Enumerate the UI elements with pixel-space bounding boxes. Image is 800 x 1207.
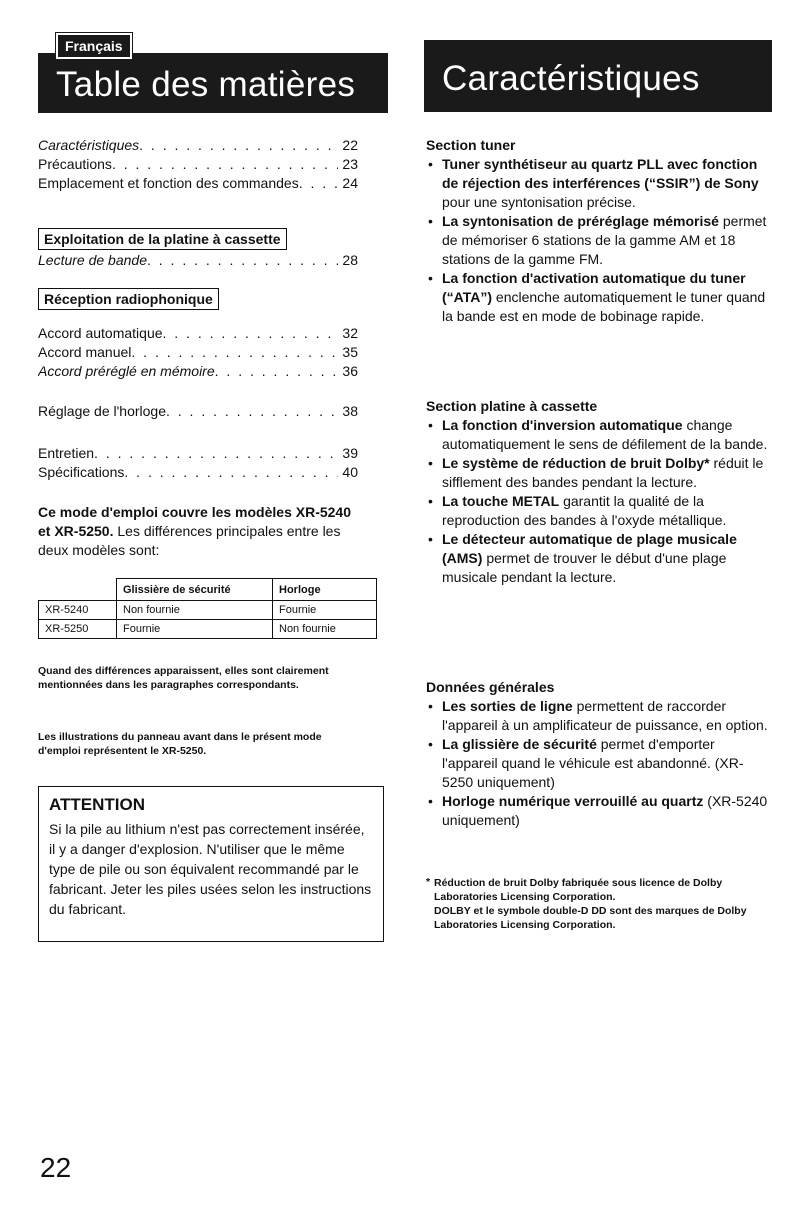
- models-table-header-row: [39, 579, 377, 601]
- section-cassette: [426, 397, 771, 587]
- models-intro-text: Les différences principales entre les deux modèles sont:: [38, 523, 341, 558]
- features-heading-banner: [424, 40, 772, 112]
- toc-heading-banner: [38, 53, 388, 113]
- radio-section-heading: Réception radiophonique: [38, 288, 219, 310]
- table-cell-model: XR-5240: [39, 601, 117, 620]
- section-general-title: Données générales: [426, 679, 555, 695]
- attention-box: [38, 786, 384, 942]
- feature-name: La fonction d'inversion automatique: [442, 417, 683, 433]
- toc-leader-dots: [215, 362, 339, 381]
- toc-entry: [38, 136, 358, 155]
- section-tuner-title: Section tuner: [426, 137, 516, 153]
- feature-bullet: [426, 155, 771, 212]
- table-cell-slide: Non fournie: [117, 601, 273, 620]
- feature-bullet: [426, 454, 771, 492]
- feature-name: Les sorties de ligne: [442, 698, 573, 714]
- models-intro: [38, 503, 358, 560]
- features-heading: Caractéristiques: [442, 59, 700, 98]
- toc-entry-label: Accord manuel: [38, 344, 132, 360]
- language-badge: Français: [56, 33, 132, 59]
- toc-list-top: [38, 136, 358, 193]
- toc-entry-page: 22: [342, 137, 358, 153]
- toc-entry-label: Entretien: [38, 445, 95, 461]
- toc-entry: [38, 463, 358, 482]
- toc-leader-dots: [112, 155, 338, 174]
- toc-entry-page: 24: [342, 175, 358, 191]
- toc-leader-dots: [131, 343, 338, 362]
- toc-entry: [38, 324, 358, 343]
- toc-entry: [38, 251, 358, 270]
- feature-name: Le système de réduction de bruit Dolby*: [442, 455, 710, 471]
- table-row: [39, 620, 377, 639]
- toc-entry-label: Emplacement et fonction des commandes: [38, 175, 299, 191]
- section-cassette-title: Section platine à cassette: [426, 398, 598, 414]
- feature-description: permettent de raccorder l'appareil à un amplificateur de puissance, en option.: [442, 698, 768, 733]
- feature-name: La syntonisation de préréglage mémorisé: [442, 213, 719, 229]
- section-general: [426, 678, 771, 830]
- feature-name: La glissière de sécurité: [442, 736, 597, 752]
- toc-entry-label: Lecture de bande: [38, 252, 147, 268]
- feature-bullet: [426, 530, 771, 587]
- attention-body: Si la pile au lithium n'est pas correctement insérée, il y a danger d'explosion. N'utiliser que le même type de pile ou son équivalent recommandé par le fabricant. Jeter les piles usées selon les instructions du fabricant.: [49, 821, 372, 917]
- toc-entry-page: 28: [342, 252, 358, 268]
- dolby-footnote: [426, 876, 771, 932]
- toc-entry-label: Précautions: [38, 156, 112, 172]
- toc-entry: [38, 402, 358, 421]
- note-differences: Quand des différences apparaissent, elles sont clairement mentionnées dans les paragraphes correspondants.: [38, 665, 329, 691]
- feature-bullet: [426, 269, 771, 326]
- feature-description: enclenche automatiquement le tuner quand la bande est en mode de bobinage rapide.: [442, 289, 766, 324]
- table-row: [39, 601, 377, 620]
- toc-entry: [38, 343, 358, 362]
- toc-entry-page: 38: [342, 403, 358, 419]
- feature-bullet: [426, 212, 771, 269]
- cassette-section-heading: Exploitation de la platine à cassette: [38, 228, 287, 250]
- feature-name: La fonction d'activation automatique du tuner (“ATA”): [442, 270, 746, 305]
- models-intro-bold: Ce mode d'emploi couvre les modèles XR-5240 et XR-5250.: [38, 504, 351, 539]
- toc-entry-page: 36: [342, 363, 358, 379]
- feature-description: pour une syntonisation précise.: [442, 194, 636, 210]
- toc-list-clock: [38, 402, 358, 421]
- table-cell-clock: Non fournie: [273, 620, 377, 639]
- feature-description: permet de trouver le début d'une plage musicale pendant la lecture.: [442, 550, 727, 585]
- note-illustrations: Les illustrations du panneau avant dans le présent mode d'emploi représentent le XR-5250.: [38, 731, 322, 757]
- table-header-slide: Glissière de sécurité: [117, 579, 273, 601]
- feature-name: La touche METAL: [442, 493, 560, 509]
- table-cell-model: XR-5250: [39, 620, 117, 639]
- feature-description: garantit la qualité de la reproduction des bandes à l'oxyde métallique.: [442, 493, 727, 528]
- table-corner: [39, 579, 117, 601]
- feature-bullet: [426, 416, 771, 454]
- toc-entry-page: 23: [342, 156, 358, 172]
- toc-leader-dots: [163, 324, 339, 343]
- toc-entry-label: Réglage de l'horloge: [38, 403, 166, 419]
- toc-list-misc: [38, 444, 358, 482]
- toc-leader-dots: [94, 444, 338, 463]
- toc-entry-page: 35: [342, 344, 358, 360]
- feature-description: réduit le sifflement des bandes pendant la lecture.: [442, 455, 764, 490]
- footnote-line-1: * Réduction de bruit Dolby fabriquée sous licence de Dolby Laboratories Licensing Corporation.: [426, 876, 771, 904]
- toc-entry: [38, 362, 358, 381]
- feature-description: permet de mémoriser 6 stations de la gamme AM et 18 stations de la gamme FM.: [442, 213, 767, 267]
- feature-bullet: [426, 697, 771, 735]
- feature-name: Horloge numérique verrouillé au quartz: [442, 793, 704, 809]
- toc-entry-label: Accord automatique: [38, 325, 163, 341]
- toc-entry-label: Spécifications: [38, 464, 125, 480]
- table-cell-slide: Fournie: [117, 620, 273, 639]
- feature-bullet: [426, 792, 771, 830]
- page-number: 22: [40, 1152, 72, 1183]
- feature-name: Tuner synthétiseur au quartz PLL avec fonction de réjection des interférences (“SSIR”) de Sony: [442, 156, 759, 191]
- toc-leader-dots: [139, 136, 338, 155]
- toc-entry-page: 40: [342, 464, 358, 480]
- toc-leader-dots: [299, 174, 339, 193]
- toc-leader-dots: [124, 463, 338, 482]
- feature-description: change automatiquement le sens de défilement de la bande.: [442, 417, 768, 452]
- toc-leader-dots: [166, 402, 338, 421]
- toc-entry-page: 32: [342, 325, 358, 341]
- toc-entry-page: 39: [342, 445, 358, 461]
- table-cell-clock: Fournie: [273, 601, 377, 620]
- feature-bullet: [426, 735, 771, 792]
- toc-heading: Table des matières: [56, 65, 356, 104]
- table-header-clock: Horloge: [273, 579, 377, 601]
- toc-leader-dots: [147, 251, 338, 270]
- toc-entry-label: Accord préréglé en mémoire: [38, 363, 215, 379]
- feature-bullet: [426, 492, 771, 530]
- models-table: [38, 578, 377, 639]
- toc-entry: [38, 155, 358, 174]
- toc-entry-label: Caractéristiques: [38, 137, 140, 153]
- feature-description: permet d'emporter l'appareil quand le véhicule est abandonné. (XR-5250 uniquement): [442, 736, 744, 790]
- toc-list-radio: [38, 324, 358, 381]
- feature-description: (XR-5240 uniquement): [442, 793, 768, 828]
- footnote-line-2: DOLBY et le symbole double-D DD sont des marques de Dolby Laboratories Licensing Corporation.: [434, 905, 747, 931]
- toc-entry: [38, 174, 358, 193]
- section-tuner: [426, 136, 771, 326]
- toc-entry: [38, 444, 358, 463]
- attention-title: ATTENTION: [49, 795, 146, 814]
- feature-name: Le détecteur automatique de plage musicale (AMS): [442, 531, 737, 566]
- toc-list-cassette: [38, 251, 358, 270]
